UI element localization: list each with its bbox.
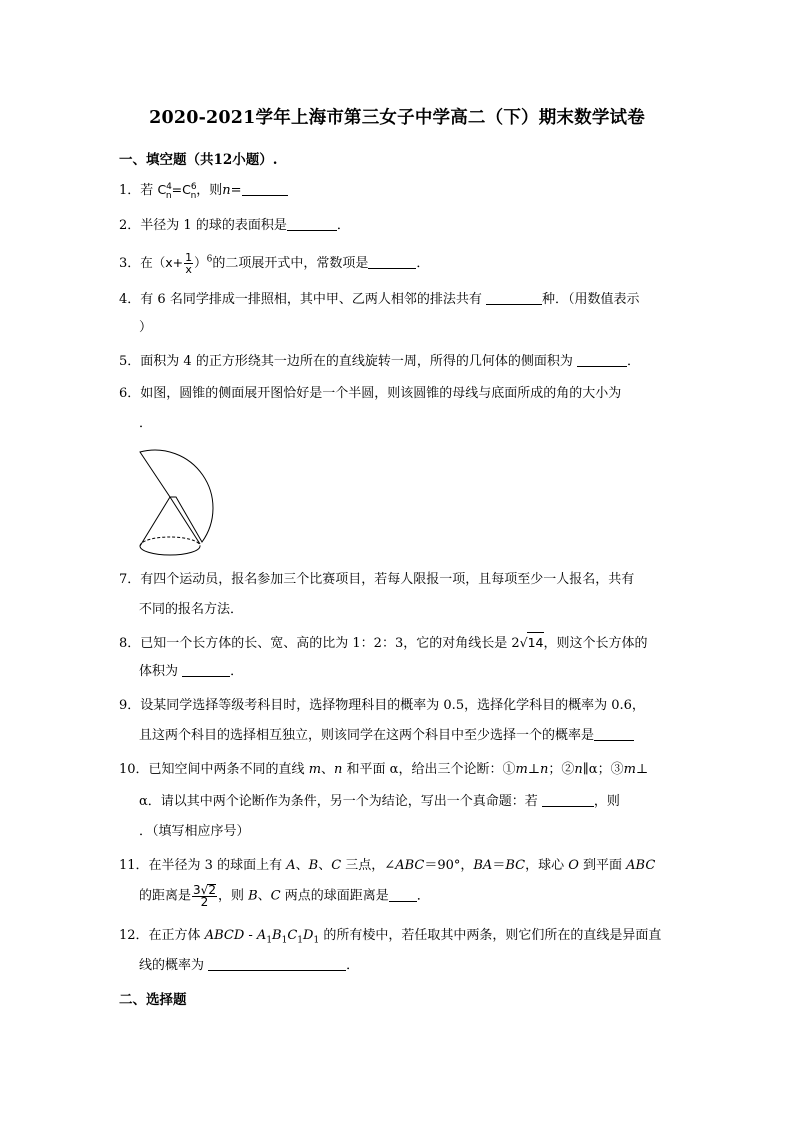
question-9-continuation: 且这两个科目的选择相互独立，则该同学在这两个科目中至少选择一个的概率是 (139, 726, 699, 746)
question-10-continuation: α．请以其中两个论断作为条件，另一个为结论，写出一个真命题：若 ，则 (139, 794, 620, 809)
section-heading-choice: 二、选择题 (119, 992, 187, 1008)
answer-blank[interactable] (486, 291, 542, 305)
question-9: 9．设某同学选择等级考科目时，选择物理科目的概率为 0.5，选择化学科目的概率为 0.6， (119, 698, 645, 713)
question-6-continuation: ． (139, 416, 153, 431)
question-8: 8．已知一个长方体的长、宽、高的比为 1：2：3，它的对角线长是 2√14，则这个长方体的 (119, 632, 679, 654)
question-4: 4．有 6 名同学排成一排照相，其中甲、乙两人相邻的排法共有 种．（用数值表示 (119, 292, 640, 307)
question-11-continuation: 的距离是 $\frac{3√2}{2}$ ，则 B、C 两点的球面距离是 ． (139, 883, 430, 909)
cone-development-figure (130, 440, 250, 570)
section-heading-fill-in: 一、填空题（共12小题）. (119, 152, 278, 168)
answer-blank[interactable] (242, 182, 288, 196)
answer-blank[interactable] (577, 353, 627, 367)
question-4-continuation: ） (139, 320, 153, 335)
question-11: 11．在半径为 3 的球面上有 A、B、C 三点，∠ABC＝90°，BA＝BC，球心 O 到平面 ABC (119, 858, 656, 873)
answer-blank[interactable] (594, 727, 634, 741)
question-12-continuation: 线的概率为 ． (139, 958, 360, 973)
question-10: 10．已知空间中两条不同的直线 m、n 和平面 α，给出三个论断：①m⊥n；②n∥α；③m⊥ (119, 762, 649, 777)
answer-blank[interactable] (182, 663, 230, 677)
question-7: 7．有四个运动员，报名参加三个比赛项目，若每人限报一项，且每项至少一人报名，共有 (119, 572, 635, 587)
question-5: 5．面积为 4 的正方形绕其一边所在的直线旋转一周，所得的几何体的侧面积为 ． (119, 354, 640, 369)
page-title: 2020-2021学年上海市第三女子中学高二（下）期末数学试卷 (149, 108, 645, 128)
question-8-continuation: 体积为 ． (139, 664, 244, 679)
question-3: 3．在（x+ $\frac{1}{x}$ ）$^6$的二项展开式中，常数项是 ． (119, 251, 430, 276)
answer-blank[interactable] (287, 217, 337, 231)
answer-blank[interactable] (389, 888, 417, 902)
question-10-continuation-2: ．（填写相应序号） (139, 824, 250, 839)
answer-blank[interactable] (368, 255, 416, 269)
question-2: 2．半径为 1 的球的表面积是 ． (119, 218, 350, 233)
answer-blank[interactable] (542, 793, 594, 807)
question-12: 12．在正方体 ABCD - $A_1B_1C_1D_1$ 的所有棱中，若任取其中两条，则它们所在的直线是异面直 (119, 928, 662, 946)
question-6: 6．如图，圆锥的侧面展开图恰好是一个半圆，则该圆锥的母线与底面所成的角的大小为 (119, 386, 622, 401)
question-7-continuation: 不同的报名方法． (139, 602, 244, 617)
answer-blank[interactable] (208, 957, 346, 971)
question-1: 1．若 $C^4_n=C^6_n$，则n= (119, 180, 679, 201)
